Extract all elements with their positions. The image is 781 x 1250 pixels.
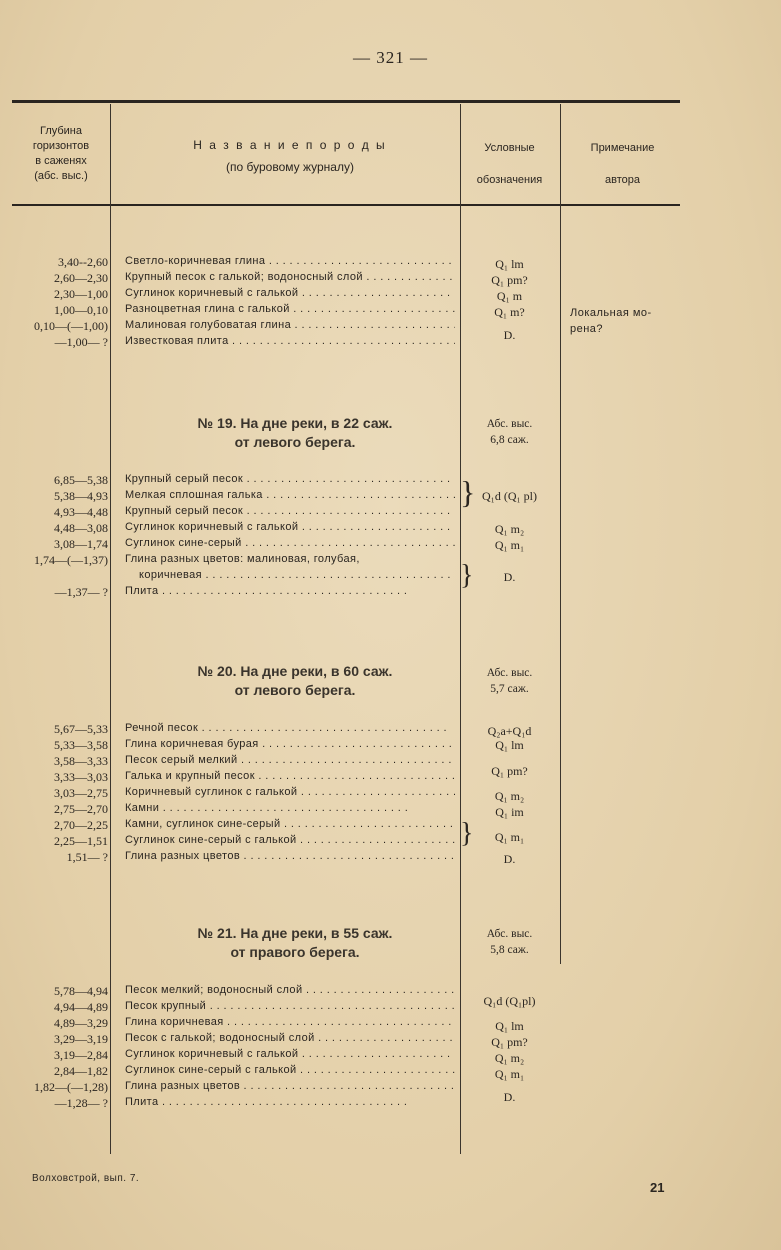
rock-name: Крупный серый песок . . . [125, 473, 455, 485]
depth-cell: 5,33—3,58 [54, 738, 108, 752]
header-symbols-line: Условные [484, 142, 535, 154]
depth-cell: 2,70—2,25 [54, 818, 108, 832]
section-title-line: от правого берега. [230, 944, 360, 960]
rock-name: Глина разных цветов . . . [125, 850, 455, 862]
section-title [150, 662, 440, 700]
abs-label: Абс. выс. [486, 418, 533, 430]
rock-name: Речной песок . . . [125, 722, 455, 734]
depth-cell: 2,30—1,00 [54, 287, 108, 301]
rock-name: Песок крупный . . . [125, 1000, 455, 1012]
rock-name: Суглинок сине-серый . . . [125, 537, 455, 549]
section-abs-height [462, 665, 557, 697]
symbol-cell: Q₁d (Q₁pl) [483, 994, 536, 1008]
header-note [565, 132, 680, 196]
depth-cell: —1,37— ? [54, 585, 108, 599]
symbol-cell: Q₁ lm [495, 738, 524, 752]
symbol-cell: Q₁ m [496, 289, 523, 303]
symbol-cell: Q₁ lm [495, 1019, 524, 1033]
rock-name: Песок серый мелкий . . . [125, 754, 455, 766]
symbol-cell: Q₁ pm? [491, 764, 528, 778]
depth-cell: —1,00— ? [54, 335, 108, 349]
rock-name: Крупный серый песок . . . [125, 505, 455, 517]
rock-name: Глина разных цветов: малиновая, голубая, [125, 553, 360, 565]
rock-name: Мелкая сплошная галька . . . [125, 489, 455, 501]
symbol-cell: D. [503, 570, 516, 584]
rock-name: Разноцветная глина с галькой . . . [125, 303, 455, 315]
rock-name: Камни, суглинок сине-серый . . . [125, 818, 455, 830]
group-brace: } [460, 474, 476, 510]
header-note-line: автора [605, 174, 640, 186]
rock-name: Коричневый суглинок с галькой . . . [125, 786, 455, 798]
depth-cell: 3,19—2,84 [54, 1048, 108, 1062]
rock-name: Глина разных цветов . . . [125, 1080, 455, 1092]
author-note [570, 305, 680, 337]
depth-cell: 4,48—3,08 [54, 521, 108, 535]
rock-name: Камни . . . [125, 802, 455, 814]
rock-name: Суглинок коричневый с галькой . . . [125, 1048, 455, 1060]
depth-cell: —1,28— ? [54, 1096, 108, 1110]
top-rule [12, 100, 680, 103]
depth-cell: 3,58—3,33 [54, 754, 108, 768]
symbol-cell: Q₁ pm? [491, 273, 528, 287]
rock-name: Суглинок сине-серый с галькой . . . [125, 1064, 455, 1076]
depth-cell: 1,00—0,10 [54, 303, 108, 317]
symbol-cell: D. [503, 852, 516, 866]
section-title-line: от левого берега. [234, 434, 356, 450]
author-note-line: Локальная мо- [570, 307, 652, 319]
abs-label: Абс. выс. [486, 928, 533, 940]
rock-name: Суглинок коричневый с галькой . . . [125, 287, 455, 299]
rock-name: Плита . . . [125, 1096, 455, 1108]
section-abs-height [462, 416, 557, 448]
depth-cell: 1,51— ? [66, 850, 108, 864]
section-abs-height [462, 926, 557, 958]
symbol-cell: Q₁ m₂ [494, 1051, 525, 1065]
abs-value: 5,7 саж. [490, 683, 529, 695]
author-note-line: рена? [570, 323, 604, 335]
abs-value: 5,8 саж. [490, 944, 529, 956]
column-line-3 [560, 104, 561, 964]
section-title-line: от левого берега. [234, 682, 356, 698]
depth-cell: 3,33—3,03 [54, 770, 108, 784]
header-depth-line: (абс. выс.) [34, 170, 88, 182]
header-depth-line: в саженях [35, 155, 87, 167]
header-name-title: Н а з в а н и е п о р о д ы [193, 138, 387, 152]
rock-name: Галька и крупный песок . . . [125, 770, 455, 782]
footer-sheet-number: 21 [650, 1180, 665, 1195]
page-number: — 321 — [353, 48, 428, 67]
symbol-cell: D. [503, 328, 516, 342]
rock-name: Плита . . . [125, 585, 455, 597]
section-title [150, 414, 440, 452]
header-depth-line: Глубина [39, 125, 83, 137]
header-name [150, 134, 430, 178]
footer-publication: Волховстрой, вып. 7. [32, 1173, 140, 1184]
depth-cell: 4,94—4,89 [54, 1000, 108, 1014]
depth-cell: 3,08—1,74 [54, 537, 108, 551]
section-title-line: № 20. На дне реки, в 60 саж. [197, 663, 393, 679]
depth-cell: 2,60—2,30 [54, 271, 108, 285]
symbol-cell: Q₁ m? [494, 305, 525, 319]
depth-cell: 2,25—1,51 [54, 834, 108, 848]
header-rule [12, 204, 680, 206]
group-brace: } [460, 818, 474, 849]
symbol-cell: Q₁ im [495, 805, 524, 819]
depth-cell: 5,38—4,93 [54, 489, 108, 503]
symbol-cell: Q₁d (Q₁ pl) [481, 489, 538, 503]
depth-cell: 0,10—(—1,00) [34, 319, 108, 333]
rock-name: Глина коричневая бурая . . . [125, 738, 455, 750]
depth-cell: 4,93—4,48 [54, 505, 108, 519]
depth-cell: 1,74—(—1,37) [34, 553, 108, 567]
header-symbols [462, 132, 557, 196]
symbol-cell: Q₁ pm? [491, 1035, 528, 1049]
depth-cell: 6,85—5,38 [54, 473, 108, 487]
rock-name: Песок мелкий; водоносный слой . . . [125, 984, 455, 996]
rock-name: Малиновая голубоватая глина . . . [125, 319, 455, 331]
abs-value: 6,8 саж. [490, 434, 529, 446]
depth-cell: 4,89—3,29 [54, 1016, 108, 1030]
depth-cell: 2,75—2,70 [54, 802, 108, 816]
rock-name: Известковая плита . . . [125, 335, 455, 347]
depth-cell: 3,03—2,75 [54, 786, 108, 800]
column-line-1 [110, 104, 111, 1154]
symbol-cell: Q₁ m₁ [494, 830, 525, 844]
header-depth-line: горизонтов [32, 140, 90, 152]
column-line-2 [460, 104, 461, 1154]
symbol-cell: Q₁ lm [495, 257, 524, 271]
rock-name: коричневая . . . [139, 569, 455, 581]
rock-name: Глина коричневая . . . [125, 1016, 455, 1028]
rock-name: Крупный песок с галькой; водоносный слой . . . [125, 271, 455, 283]
symbol-cell: Q₁ m₁ [494, 1067, 525, 1081]
header-symbols-line: обозначения [476, 174, 543, 186]
depth-cell: 3,40--2,60 [58, 255, 108, 269]
rock-name: Суглинок коричневый с галькой . . . [125, 521, 455, 533]
symbol-cell: D. [503, 1090, 516, 1104]
symbol-cell: Q₁ m₁ [494, 538, 525, 552]
header-name-subtitle: (по буровому журналу) [226, 160, 354, 174]
depth-cell: 2,84—1,82 [54, 1064, 108, 1078]
section-title-line: № 19. На дне реки, в 22 саж. [197, 415, 393, 431]
group-brace: } [460, 560, 474, 591]
symbol-cell: Q₁ m₂ [494, 789, 525, 803]
rock-name: Песок с галькой; водоносный слой . . . [125, 1032, 455, 1044]
symbol-cell: Q₁ m₂ [494, 522, 525, 536]
depth-cell: 3,29—3,19 [54, 1032, 108, 1046]
depth-cell: 1,82—(—1,28) [34, 1080, 108, 1094]
symbol-cell: Q₂a+Q₁d [487, 724, 532, 738]
rock-name: Суглинок сине-серый с галькой . . . [125, 834, 455, 846]
rock-name: Светло-коричневая глина . . . [125, 255, 455, 267]
depth-cell: 5,78—4,94 [54, 984, 108, 998]
section-title [150, 924, 440, 962]
section-title-line: № 21. На дне реки, в 55 саж. [197, 925, 393, 941]
header-depth [14, 124, 108, 184]
abs-label: Абс. выс. [486, 667, 533, 679]
depth-cell: 5,67—5,33 [54, 722, 108, 736]
header-note-line: Примечание [590, 142, 655, 154]
